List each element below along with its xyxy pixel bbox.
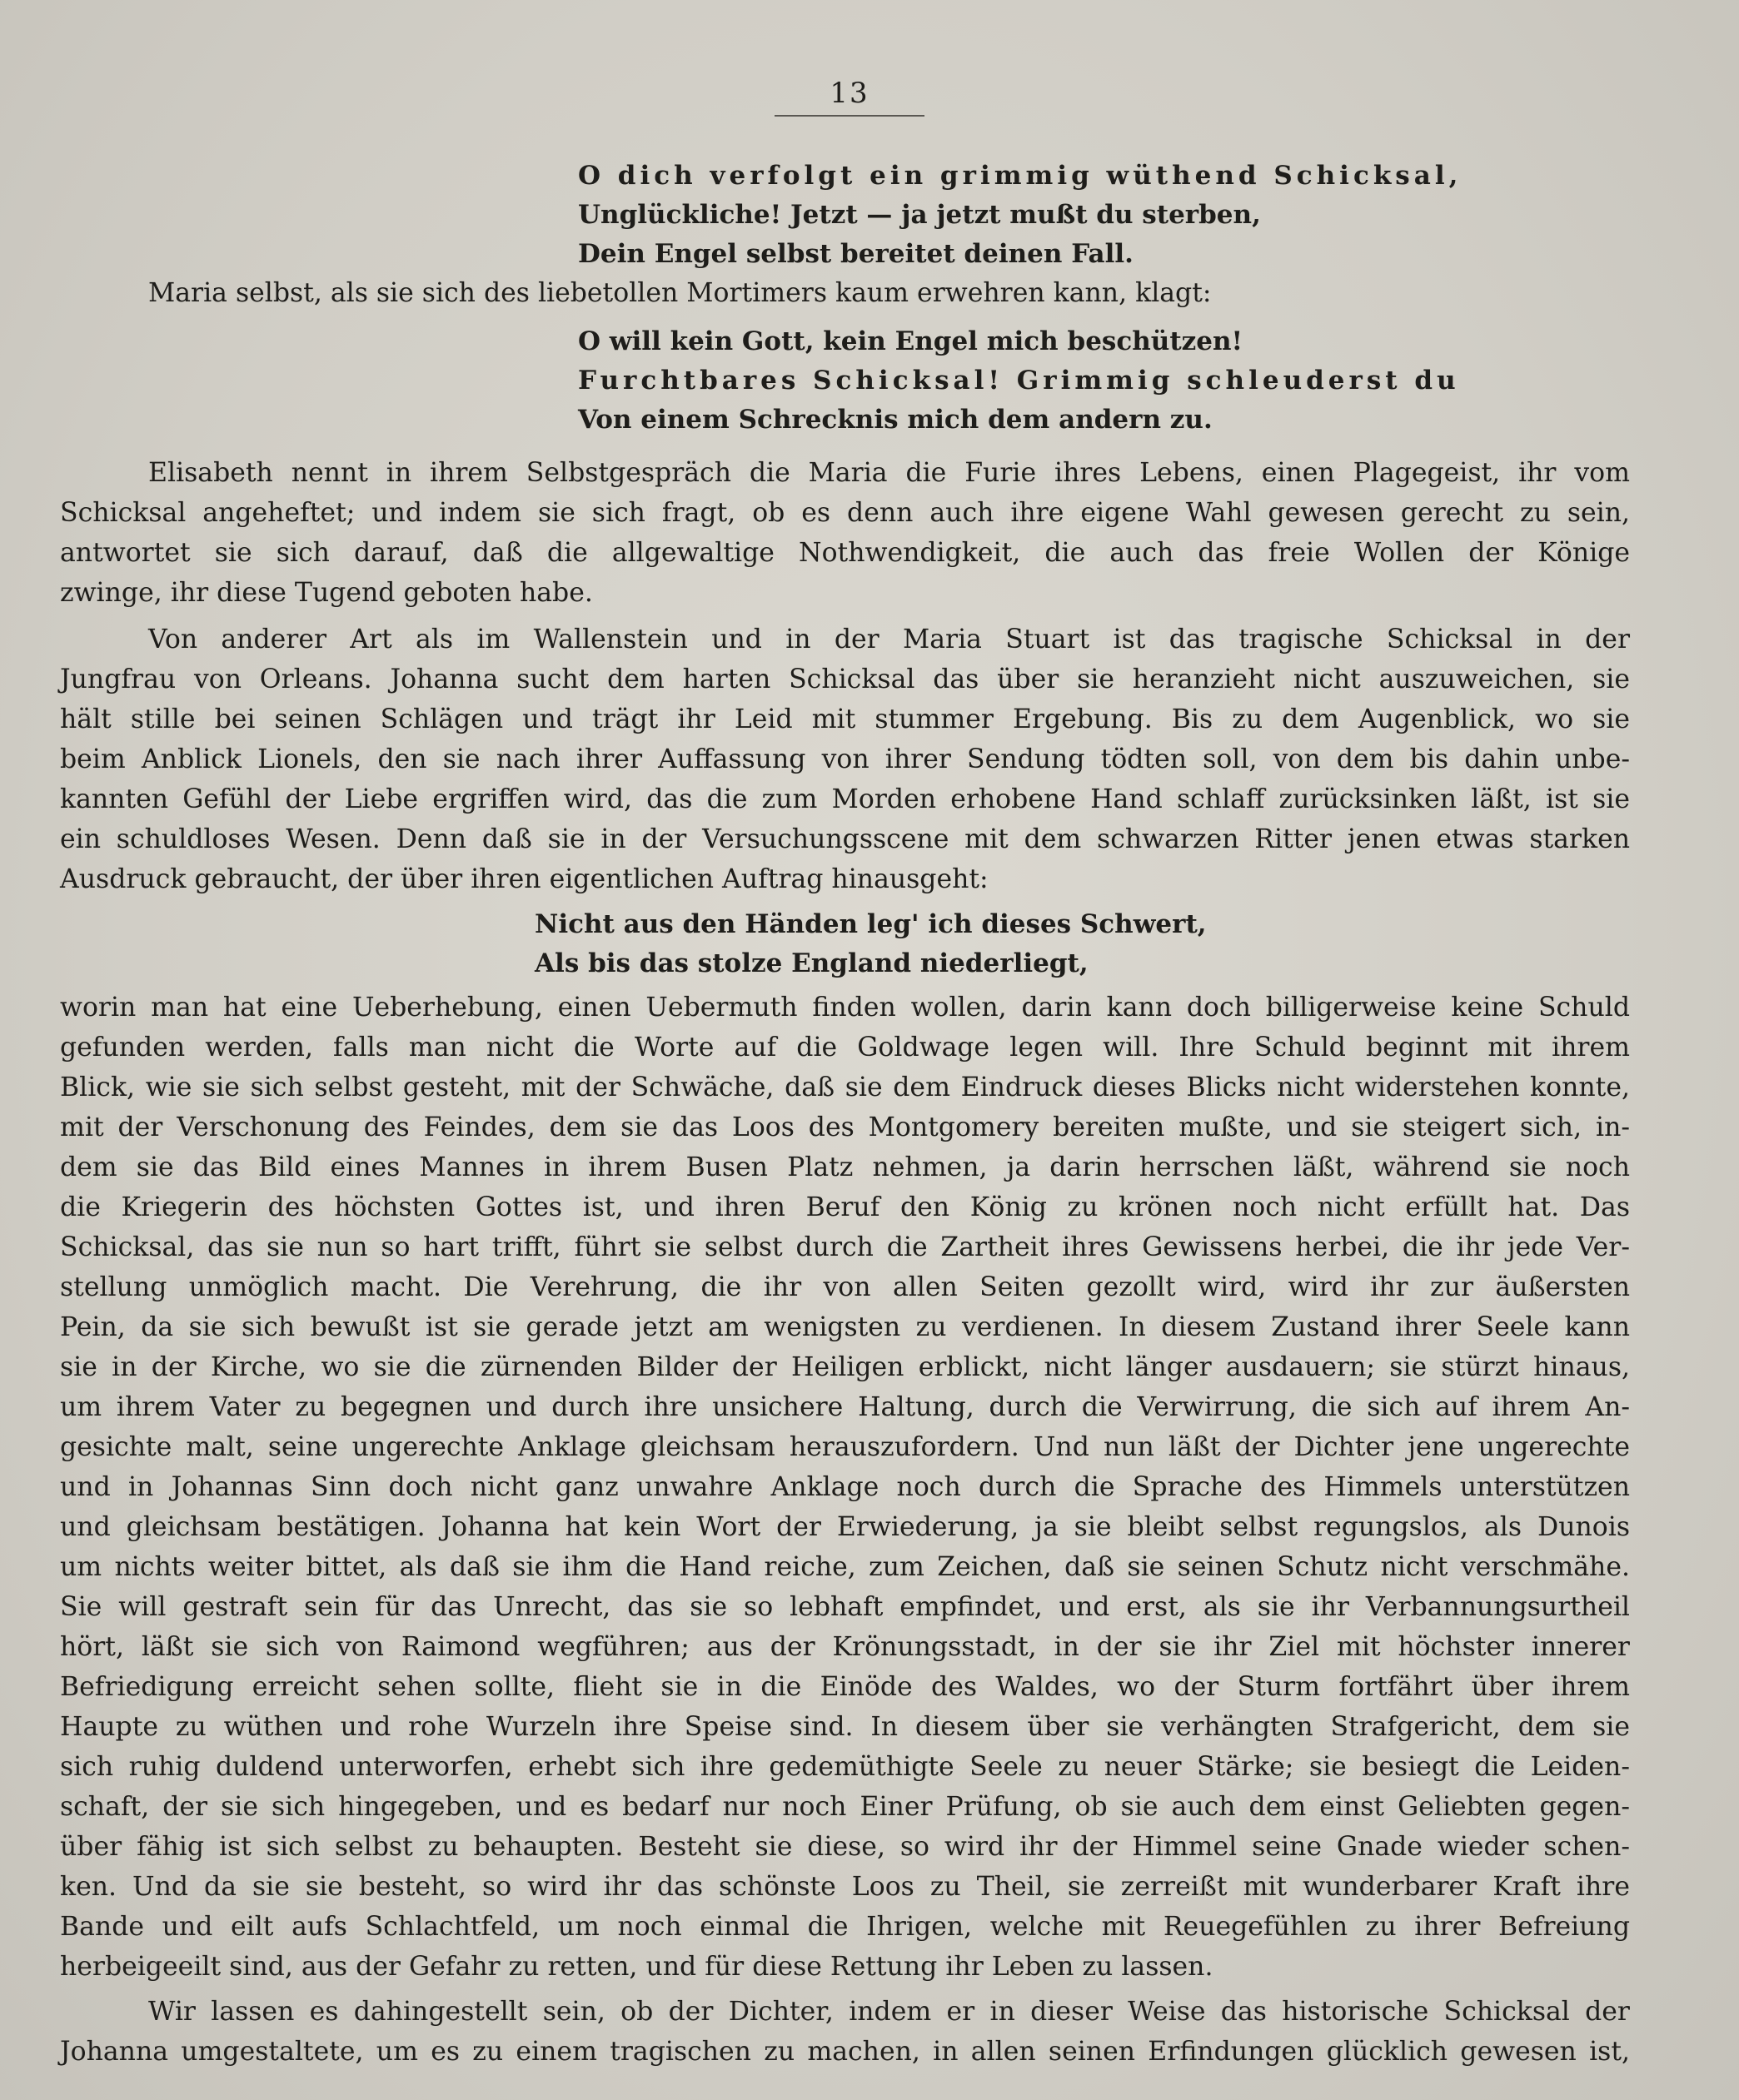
text-line: Bande und eilt aufs Schlachtfeld, um noch einmal die Ihrigen, welche mit Reuegefühlen zu ihrer Befreiung — [60, 1912, 1630, 1942]
text-line: Ausdruck gebraucht, der über ihren eigentlichen Auftrag hinausgeht: — [60, 864, 989, 894]
text-line: Wir lassen es dahingestellt sein, ob der Dichter, indem er in dieser Weise das historische Schicksal der — [148, 1997, 1630, 2027]
text-line: um nichts weiter bittet, als daß sie ihm die Hand reiche, zum Zeichen, daß sie seinen Schutz nicht verschmähe. — [60, 1552, 1630, 1582]
text-line: beim Anblick Lionels, den sie nach ihrer Auffassung von ihrer Sendung tödten soll, von dem bis dahin unbe- — [60, 744, 1630, 774]
verse-line: Dein Engel selbst bereitet deinen Fall. — [578, 239, 1134, 269]
text-line: ein schuldloses Wesen. Denn daß sie in der Versuchungsscene mit dem schwarzen Ritter jenen etwas starken — [60, 824, 1630, 854]
text-line: die Kriegerin des höchsten Gottes ist, und ihren Beruf den König zu krönen noch nicht erfüllt hat. Das — [60, 1192, 1630, 1222]
text-line: stellung unmöglich macht. Die Verehrung, die ihr von allen Seiten gezollt wird, wird ihr zur äußersten — [60, 1272, 1630, 1302]
text-line: dem sie das Bild eines Mannes in ihrem Busen Platz nehmen, ja darin herrschen läßt, während sie noch — [60, 1152, 1630, 1182]
text-line: Pein, da sie sich bewußt ist sie gerade jetzt am wenigsten zu verdienen. In diesem Zustand ihrer Seele kann — [60, 1312, 1630, 1342]
text-line: herbeigeeilt sind, aus der Gefahr zu retten, und für diese Rettung ihr Leben zu lassen. — [60, 1952, 1213, 1982]
verse-line: O dich verfolgt ein grimmig wüthend Schicksal, — [578, 161, 1462, 191]
verse-line: O will kein Gott, kein Engel mich beschützen! — [578, 326, 1243, 356]
text-line: worin man hat eine Ueberhebung, einen Uebermuth finden wollen, darin kann doch billigerweise keine Schuld — [60, 993, 1630, 1023]
verse-quote-3 — [535, 905, 1207, 983]
text-line: Jungfrau von Orleans. Johanna sucht dem harten Schicksal das über sie heranzieht nicht auszuweichen, sie — [60, 664, 1630, 694]
page-number-rule — [775, 115, 924, 117]
text-line: und in Johannas Sinn doch nicht ganz unwahre Anklage noch durch die Sprache des Himmels unterstützen — [60, 1472, 1630, 1502]
text-line: hält stille bei seinen Schlägen und trägt ihr Leid mit stummer Ergebung. Bis zu dem Augenblick, wo sie — [60, 704, 1630, 734]
verse-line: Als bis das stolze England niederliegt, — [535, 948, 1089, 978]
text-line: Sie will gestraft sein für das Unrecht, das sie so lebhaft empfindet, und erst, als sie ihr Verbannungsurtheil — [60, 1592, 1630, 1622]
text-line: Schicksal, das sie nun so hart trifft, führt sie selbst durch die Zartheit ihres Gewissens herbei, die ihr jede Ver- — [60, 1232, 1630, 1262]
page-number: 13 — [830, 77, 870, 110]
text-line: kannten Gefühl der Liebe ergriffen wird, das die zum Morden erhobene Hand schlaff zurücksinken läßt, ist sie — [60, 784, 1630, 814]
text-line: Von anderer Art als im Wallenstein und in der Maria Stuart ist das tragische Schicksal in der — [148, 625, 1630, 654]
text-line: Blick, wie sie sich selbst gesteht, mit der Schwäche, daß sie dem Eindruck dieses Blicks nicht widerstehen konnte, — [60, 1072, 1630, 1102]
text-line: hört, läßt sie sich von Raimond wegführen; aus der Krönungsstadt, in der sie ihr Ziel mit höchster innerer — [60, 1632, 1630, 1662]
text-line: Johanna umgestaltete, um es zu einem tragischen zu machen, in allen seinen Erfindungen glücklich gewesen ist, — [60, 2037, 1630, 2067]
verse-line: Nicht aus den Händen leg' ich dieses Schwert, — [535, 909, 1207, 939]
verse-line: Unglückliche! Jetzt — ja jetzt mußt du sterben, — [578, 200, 1261, 230]
text-line: und gleichsam bestätigen. Johanna hat kein Wort der Erwiederung, ja sie bleibt selbst regungslos, als Dunois — [60, 1512, 1630, 1542]
intro-maria: Maria selbst, als sie sich des liebetollen Mortimers kaum erwehren kann, klagt: — [148, 278, 1212, 308]
text-line: über fähig ist sich selbst zu behaupten. Besteht sie diese, so wird ihr der Himmel seine Gnade wieder schen- — [60, 1832, 1630, 1862]
text-line: gesichte malt, seine ungerechte Anklage gleichsam herauszufordern. Und nun läßt der Dichter jene ungerechte — [60, 1432, 1630, 1462]
text-line: Haupte zu wüthen und rohe Wurzeln ihre Speise sind. In diesem über sie verhängten Strafgericht, dem sie — [60, 1712, 1630, 1742]
text-line: gefunden werden, falls man nicht die Worte auf die Goldwage legen will. Ihre Schuld beginnt mit ihrem — [60, 1033, 1630, 1062]
text-line: Schicksal angeheftet; und indem sie sich fragt, ob es denn auch ihre eigene Wahl gewesen gerecht zu sein, — [60, 498, 1630, 528]
text-line: Elisabeth nennt in ihrem Selbstgespräch die Maria die Furie ihres Lebens, einen Plagegeist, ihr vom — [148, 458, 1630, 488]
text-line: schaft, der sie sich hingegeben, und es bedarf nur noch Einer Prüfung, ob sie auch dem einst Geliebten gegen- — [60, 1792, 1630, 1822]
text-line: antwortet sie sich darauf, daß die allgewaltige Nothwendigkeit, die auch das freie Wollen der Könige — [60, 538, 1630, 568]
text-line: zwinge, ihr diese Tugend geboten habe. — [60, 578, 593, 608]
verse-quote-1 — [578, 157, 1462, 274]
text-line: ken. Und da sie sie besteht, so wird ihr das schönste Loos zu Theil, sie zerreißt mit wunderbarer Kraft ihre — [60, 1872, 1630, 1902]
verse-line: Furchtbares Schicksal! Grimmig schleuderst du — [578, 366, 1460, 396]
verse-quote-2 — [578, 322, 1460, 440]
verse-line: Von einem Schrecknis mich dem andern zu. — [578, 405, 1213, 435]
text-line: mit der Verschonung des Feindes, dem sie das Loos des Montgomery bereiten mußte, und sie steigert sich, in- — [60, 1112, 1630, 1142]
text-line: Befriedigung erreicht sehen sollte, flieht sie in die Einöde des Waldes, wo der Sturm fortfährt über ihrem — [60, 1672, 1630, 1702]
text-line: sie in der Kirche, wo sie die zürnenden Bilder der Heiligen erblickt, nicht länger ausdauern; sie stürzt hinaus, — [60, 1352, 1630, 1382]
text-line: sich ruhig duldend unterworfen, erhebt sich ihre gedemüthigte Seele zu neuer Stärke; sie besiegt die Leiden- — [60, 1752, 1630, 1782]
text-line: um ihrem Vater zu begegnen und durch ihre unsichere Haltung, durch die Verwirrung, die sich auf ihrem An- — [60, 1392, 1630, 1422]
